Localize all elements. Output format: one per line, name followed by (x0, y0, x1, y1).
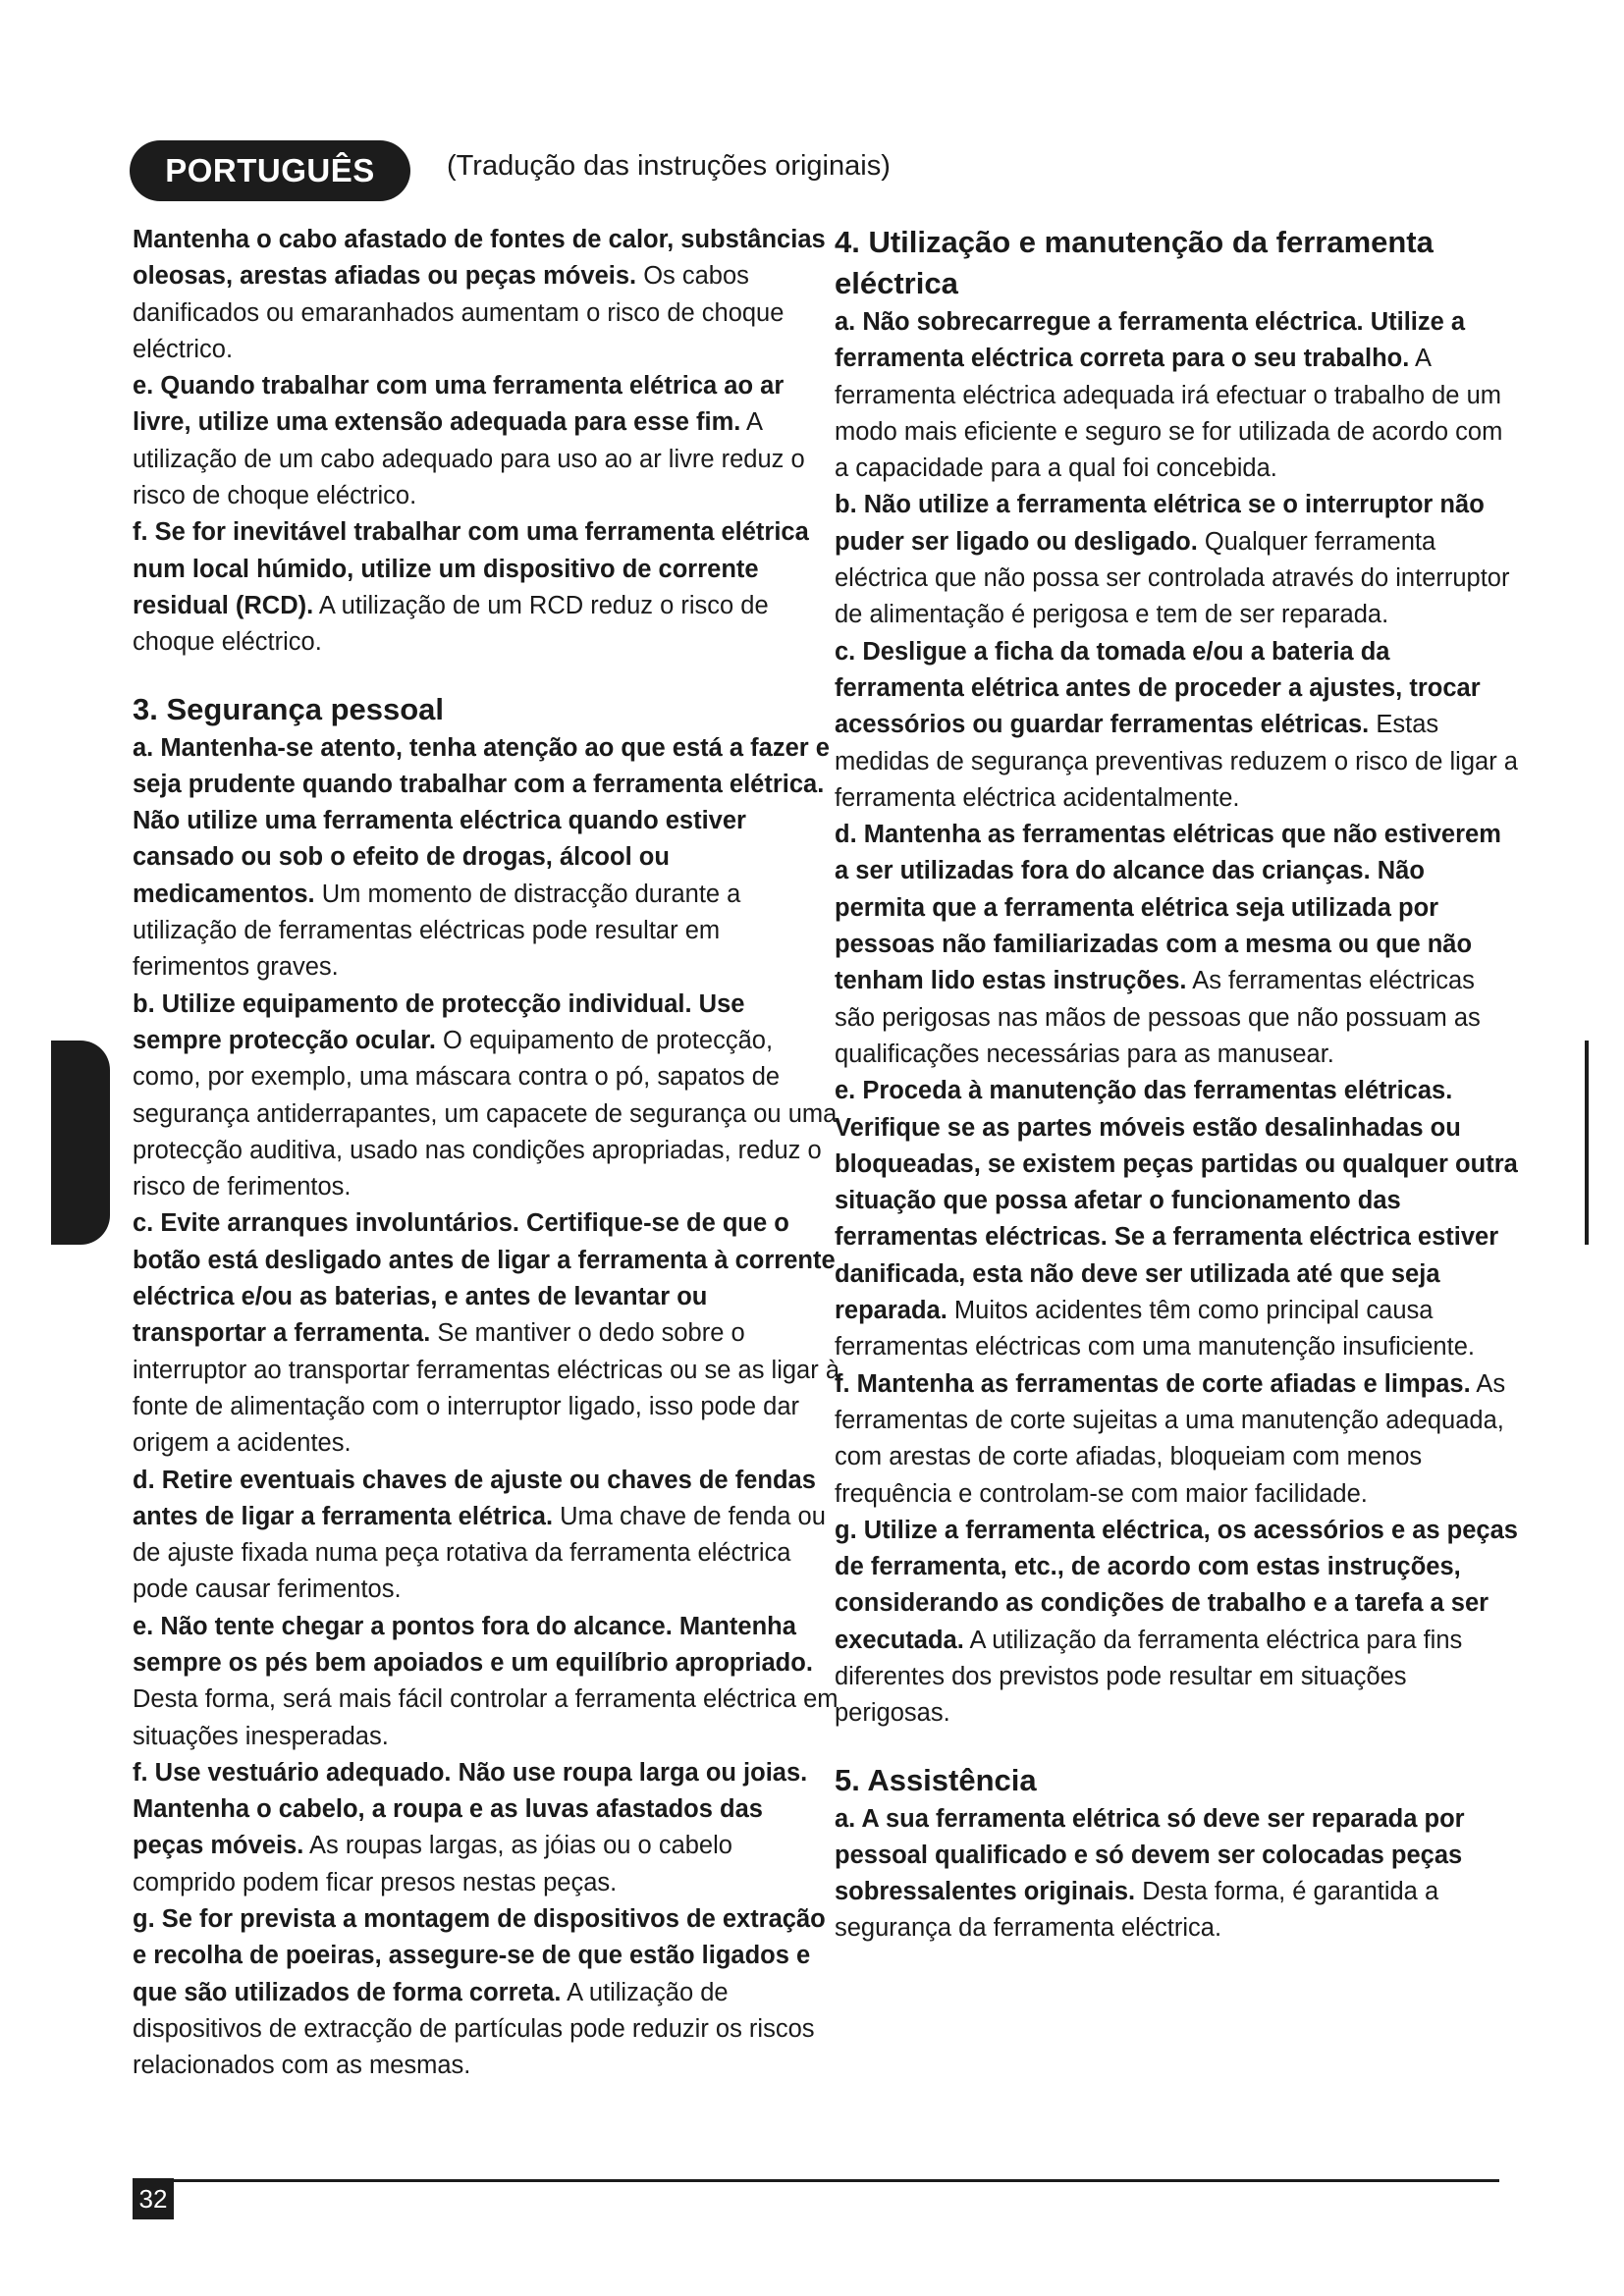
instruction-3c: c. Evite arranques involuntários. Certifique-se de que o botão está desligado antes de ligar a ferramenta à corrente eléctrica e/ou as baterias, e antes de levantar ou transportar a ferramenta. Se mantiver o dedo sobre o interruptor ao transportar ferramentas eléctricas ou se as ligar à fonte de alimentação com o interruptor ligado, isso pode dar origem a acidentes. (133, 1209, 840, 1458)
instruction-4a: a. Não sobrecarregue a ferramenta eléctrica. Utilize a ferramenta eléctrica correta para o seu trabalho. A ferramenta eléctrica adequada irá efectuar o trabalho de um modo mais eficiente e seguro se for utilizada de acordo com a capacidade para a qual foi concebida. (835, 308, 1503, 483)
instruction-3g: g. Se for prevista a montagem de dispositivos de extração e recolha de poeiras, assegure-se de que estão ligados e que são utilizados de forma correta. A utilização de dispositivos de extracção de partículas pode reduzir os riscos relacionados com as mesmas. (133, 1905, 826, 2080)
instruction-5a: a. A sua ferramenta elétrica só deve ser reparada por pessoal qualificado e só devem ser colocadas peças sobressalentes originais. Desta forma, é garantida a segurança da ferramenta eléctrica. (835, 1804, 1465, 1943)
instruction-4c: c. Desligue a ficha da tomada e/ou a bateria da ferramenta elétrica antes de proceder a ajustes, trocar acessórios ou guardar ferramentas elétricas. Estas medidas de segurança preventivas reduzem o risco de ligar a ferramenta eléctrica acidentalmente. (835, 637, 1518, 812)
instruction-4g: g. Utilize a ferramenta eléctrica, os acessórios e as peças de ferramenta, etc., de acordo com estas instruções, considerando as condições de trabalho e a tarefa a ser executada. A utilização da ferramenta eléctrica para fins diferentes dos previstos pode resultar em situações perigosas. (835, 1516, 1518, 1728)
instruction-3f: f. Use vestuário adequado. Não use roupa larga ou joias. Mantenha o cabelo, a roupa e as luvas afastados das peças móveis. As roupas largas, as jóias ou o cabelo comprido podem ficar presos nestas peças. (133, 1758, 808, 1896)
section-thumb-tab (51, 1041, 110, 1245)
language-badge: PORTUGUÊS (130, 140, 410, 201)
instruction-cable-heat: Mantenha o cabo afastado de fontes de calor, substâncias oleosas, arestas afiadas ou peças móveis. Os cabos danificados ou emaranhados aumentam o risco de choque eléctrico. (133, 226, 826, 363)
instruction-4e: e. Proceda à manutenção das ferramentas elétricas. Verifique se as partes móveis estão desalinhadas ou bloqueadas, se existem peças partidas ou qualquer outra situação que possa afetar o funcionamento das ferramentas eléctricas. Se a ferramenta eléctrica estiver danificada, esta não deve ser utilizada até que seja reparada. Muitos acidentes têm como principal causa ferramentas eléctricas com uma manutenção insuficiente. (835, 1077, 1518, 1362)
page-number: 32 (133, 2178, 174, 2219)
instruction-4f: f. Mantenha as ferramentas de corte afiadas e limpas. As ferramentas de corte sujeitas a uma manutenção adequada, com arestas de corte afiadas, bloqueiam com menos frequência e controlam-se com maior facilidade. (835, 1369, 1506, 1508)
instruction-3a: a. Mantenha-se atento, tenha atenção ao que está a fazer e seja prudente quando trabalhar com a ferramenta elétrica. Não utilize uma ferramenta eléctrica quando estiver cansado ou sob o efeito de drogas, álcool ou medicamentos. Um momento de distracção durante a utilização de ferramentas eléctricas pode resultar em ferimentos graves. (133, 733, 830, 982)
section-heading-personal-safety: 3. Segurança pessoal (133, 691, 445, 726)
instruction-4d: d. Mantenha as ferramentas elétricas que não estiverem a ser utilizadas fora do alcance das crianças. Não permita que a ferramenta elétrica seja utilizada por pessoas não familiarizadas com a mesma ou que não tenham lido estas instruções. As ferramentas eléctricas são perigosas nas mãos de pessoas que não possuam as qualificações necessárias para as manusear. (835, 821, 1501, 1068)
edge-marker (1585, 1041, 1589, 1245)
right-column (835, 222, 1522, 1948)
instruction-3b: b. Utilize equipamento de protecção individual. Use sempre protecção ocular. O equipamento de protecção, como, por exemplo, uma máscara contra o pó, sapatos de segurança antiderrapantes, um capacete de segurança ou uma protecção auditiva, usado nas condições apropriadas, reduz o risco de ferimentos. (133, 989, 838, 1201)
section-heading-service: 5. Assistência (835, 1762, 1037, 1797)
instruction-e-outdoor: e. Quando trabalhar com uma ferramenta elétrica ao ar livre, utilize uma extensão adequada para esse fim. A utilização de um cabo adequado para uso ao ar livre reduz o risco de choque eléctrico. (133, 372, 805, 510)
translation-note: (Tradução das instruções originais) (447, 150, 891, 182)
section-heading-tool-use: 4. Utilização e manutenção da ferramenta eléctrica (835, 225, 1434, 300)
left-column (133, 222, 839, 2085)
instruction-3e: e. Não tente chegar a pontos fora do alcance. Mantenha sempre os pés bem apoiados e um equilíbrio apropriado. Desta forma, será mais fácil controlar a ferramenta eléctrica em situações inesperadas. (133, 1612, 839, 1750)
footer-rule (133, 2179, 1499, 2182)
instruction-f-rcd: f. Se for inevitável trabalhar com uma ferramenta elétrica num local húmido, utilize um dispositivo de corrente residual (RCD). A utilização de um RCD reduz o risco de choque eléctrico. (133, 518, 809, 657)
instruction-3d: d. Retire eventuais chaves de ajuste ou chaves de fendas antes de ligar a ferramenta elétrica. Uma chave de fenda ou de ajuste fixada numa peça rotativa da ferramenta eléctrica pode causar ferimentos. (133, 1466, 826, 1604)
instruction-4b: b. Não utilize a ferramenta elétrica se o interruptor não puder ser ligado ou desligado. Qualquer ferramenta eléctrica que não possa ser controlada através do interruptor de alimentação é perigosa e tem de ser reparada. (835, 491, 1510, 629)
